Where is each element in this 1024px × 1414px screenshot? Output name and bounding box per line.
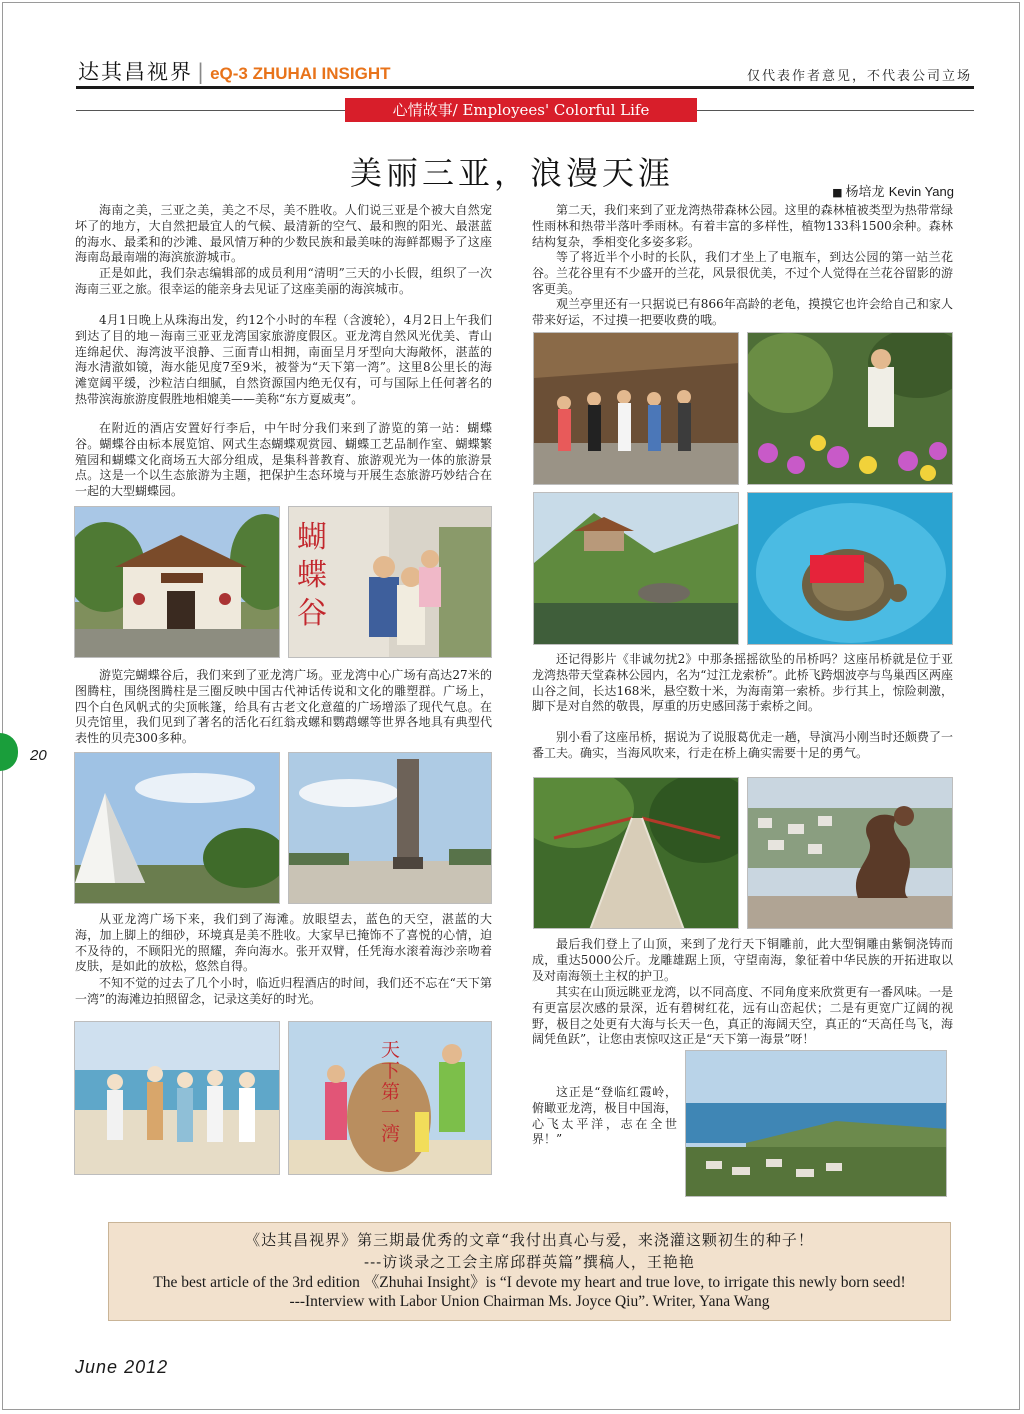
page-number: 20 [30, 747, 47, 764]
photo-butterfly-valley-family [288, 506, 492, 658]
paragraph: 第二天，我们来到了亚龙湾热带森林公园。这里的森林植被类型为热带常绿性雨林和热带半落叶季雨林。有着丰富的多样性，植物133科1500余种。森林结构复杂，季相变化多姿多彩。 [532, 203, 953, 249]
author-name-cn: 杨培龙 [845, 185, 885, 200]
photo-beach-group [74, 1021, 280, 1175]
paragraph: 其实在山顶远眺亚龙湾，以不同高度、不同角度来欣赏更有一番风味。一是有更富层次感的景深，近有碧树红花，远有山峦起伏；二是有更宽广辽阔的视野，极目之处更有大海与长天一色，真正的海阔天空，真正的“天高任鸟飞，海阔凭鱼跃”，让您由衷惊叹这正是“天下第一海景”呀！ [532, 985, 953, 1047]
photo-suspension-bridge-image [534, 778, 739, 929]
paragraph: 观兰亭里还有一只据说已有866年高龄的老龟，摸摸它也许会给自己和家人带来好运，不过摸一把要收费的哦。 [532, 297, 953, 327]
photo-dragon-statue [747, 777, 953, 929]
paragraph: 从亚龙湾广场下来，我们到了海滩。放眼望去，蓝色的天空，湛蓝的大海，加上脚上的细砂，环境真是美不胜收。大家早已掩饰不了喜悦的心情，迫不及待的，不顾阳光的照耀，奔向海水。张开双臂，任凭海水滚着海沙亲吻着皮肤，是如此的放松，悠然自得。 [75, 912, 492, 974]
photo-beach-group-image [75, 1022, 280, 1175]
magazine-name-cn: 达其昌视界 [78, 60, 193, 84]
best-article-en-line1: The best article of the 3rd edition 《Zhuhai Insight》is “I devote my heart and true love, to irrigate this newly born seed! [153, 1274, 906, 1291]
photo-orchid-valley [747, 332, 953, 485]
photo-suspension-bridge [533, 777, 739, 929]
photo-park-entrance-group [533, 332, 739, 485]
photo-butterfly-museum [74, 506, 280, 658]
photo-totem-pole-image [289, 753, 492, 904]
photo-park-entrance-group-image [534, 333, 739, 485]
photo-plaza-tents [74, 752, 280, 904]
section-label: 心情故事/ Employees' Colorful Life [345, 98, 697, 122]
photo-orchid-valley-image [748, 333, 953, 485]
paragraph: 还记得影片《非诚勿扰2》中那条摇摇欲坠的吊桥吗？这座吊桥就是位于亚龙湾热带天堂森林公园内，名为“过江龙索桥”。此桥飞跨烟波亭与鸟巢西区两座山谷之间，长达168米，悬空数十米，为海南第一索桥。步行其上，惊险刺激，脚下是对自然的敬畏，厚重的历史感回荡于索桥之间。 [532, 652, 953, 714]
photo-pavilion-pond-image [534, 493, 739, 645]
photo-totem-pole [288, 752, 492, 904]
valley-sign-text: 蝴蝶谷 [297, 520, 327, 631]
article-title: 美丽三亚，浪漫天涯 [349, 154, 674, 192]
paragraph: 不知不觉的过去了几个小时，临近归程酒店的时间，我们还不忘在“天下第一湾”的海滩边拍照留念，记录这美好的时光。 [75, 976, 492, 1006]
photo-yalong-bay-panorama [685, 1050, 947, 1197]
author-name-en: Kevin Yang [888, 184, 954, 199]
paragraph: 游览完蝴蝶谷后，我们来到了亚龙湾广场。亚龙湾中心广场有高达27米的图腾柱，围绕图腾柱是三圈反映中国古代神话传说和文化的雕塑群。广场上，四个白色风帆式的尖顶帐篷，给具有古老文化意蕴的广场增添了现代气息。在贝壳馆里，我们见到了著名的活化石红翁戎螺和鹦鹉螺等世界各地具有典型代表性的贝壳300多种。 [75, 668, 492, 746]
paragraph: 在附近的酒店安置好行李后，中午时分我们来到了游览的第一站：蝴蝶谷。蝴蝶谷由标本展览馆、网式生态蝴蝶观赏园、蝴蝶工艺品制作室、蝴蝶繁殖园和蝴蝶文化商场五大部分组成，是集科普教育、旅游观光为一体的旅游景点。这是一个以生态旅游为主题，把保护生态环境与开展生态旅游巧妙结合在一起的大型蝴蝶园。 [75, 421, 492, 499]
best-article-cn-line1: 《达其昌视界》第三期最优秀的文章“我付出真心与爱，来浇灌这颗初生的种子！ [245, 1231, 814, 1249]
author-byline [832, 181, 954, 200]
paragraph: 海南之美，三亚之美，美之不尽，美不胜收。人们说三亚是个被大自然宠坏了的地方，大自然把最宜人的气候、最清新的空气、最和煦的阳光、最湛蓝的海水、最柔和的沙滩、最风情万种的少数民族和最美味的海鲜都赐予了这座海南岛最南端的海滨旅游城市。 [75, 203, 492, 265]
photo-dragon-statue-image [748, 778, 953, 929]
disclaimer: 仅代表作者意见，不代表公司立场 [746, 69, 972, 84]
issue-year: 2012 [124, 1357, 169, 1377]
photo-yalong-bay-panorama-image [686, 1051, 947, 1197]
issue-date [75, 1357, 168, 1378]
header-separator: | [197, 60, 207, 84]
paragraph: 正是如此，我们杂志编辑部的成员利用“清明”三天的小长假，组织了一次海南三亚之旅。很幸运的能亲身去见证了这座美丽的海滨城市。 [75, 266, 492, 296]
paragraph: 4月1日晚上从珠海出发，约12个小时的车程（含渡轮），4月2日上午我们到达了目的地－海南三亚亚龙湾国家旅游度假区。亚龙湾自然风光优美、青山连绵起伏、海湾波平浪静、三面青山相拥，南面呈月牙型向大海敞怀，湛蓝的海水清澈如镜，海水能见度7至9米，被誉为“天下第一湾”。这里8公里长的海滩宽阔平缓，沙粒洁白细腻，自然资源国内绝无仅有，可与国际上任何著名的热带滨海旅游度假胜地相媲美——美称“东方夏威夷”。 [75, 313, 492, 406]
best-article-en-line2: ---Interview with Labor Union Chairman Ms. Joyce Qiu”. Writer, Yana Wang [289, 1293, 770, 1310]
photo-old-turtle [747, 492, 953, 645]
paragraph: 这正是“登临红霞岭，俯瞰亚龙湾，极目中国海，心飞太平洋，志在全世界！” [532, 1085, 677, 1147]
rock-inscription: 天下第一湾 [381, 1039, 401, 1145]
photo-pavilion-pond [533, 492, 739, 645]
author-marker: ■ [832, 186, 843, 199]
header-rule [76, 86, 974, 89]
best-article-cn-line2: ---访谈录之工会主席邱群英篇”撰稿人，王艳艳 [364, 1253, 695, 1271]
magazine-name-en: eQ-3 ZHUHAI INSIGHT [210, 64, 391, 83]
photo-old-turtle-image [748, 493, 953, 645]
photo-first-bay-rock [288, 1021, 492, 1175]
paragraph: 等了将近半个小时的长队，我们才坐上了电瓶车，到达公园的第一站兰花谷。兰花谷里有不少盛开的兰花，风景很优美，不过个人觉得在兰花谷留影的游客更美。 [532, 250, 953, 296]
magazine-header [78, 56, 390, 86]
photo-plaza-tents-image [75, 753, 280, 904]
paragraph: 最后我们登上了山顶，来到了龙行天下铜雕前，此大型铜雕由紫铜浇铸而成，重达5000公斤。龙雕雄踞上顶，守望南海，象征着中华民族的开拓进取以及对南海领土主权的护卫。 [532, 937, 953, 983]
photo-butterfly-museum-image [75, 507, 280, 658]
issue-month: June [75, 1357, 119, 1377]
best-article-box [108, 1222, 951, 1321]
paragraph: 别小看了这座吊桥，据说为了说服葛优走一趟，导演冯小刚当时还颇费了一番工夫。确实，当海风吹来，行走在桥上确实需要十足的勇气。 [532, 730, 953, 760]
